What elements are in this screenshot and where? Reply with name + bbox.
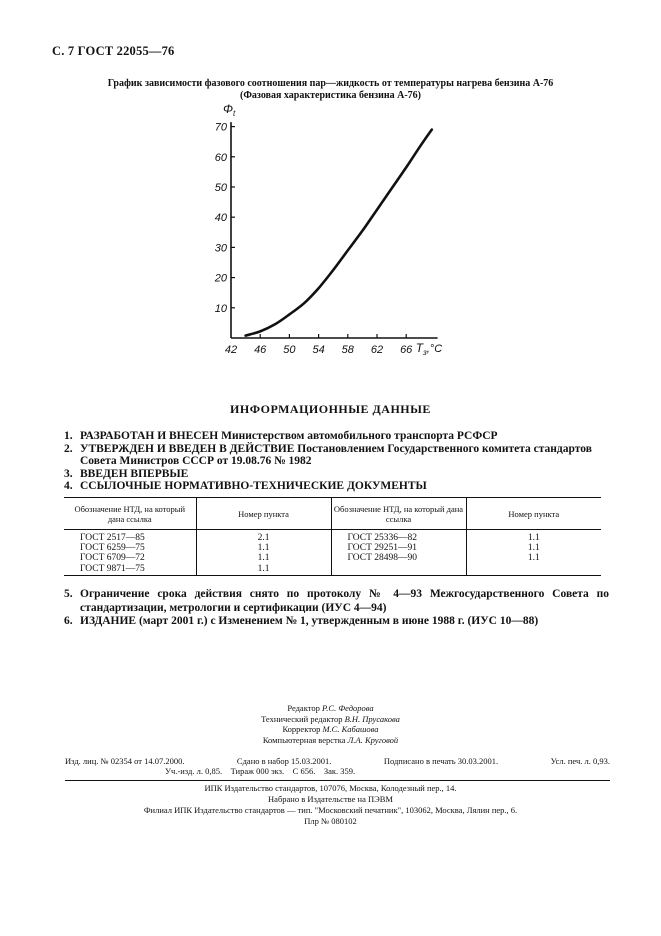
point-ref: 1.1 <box>527 553 540 564</box>
y-tick-label: 10 <box>214 302 227 315</box>
item-text: РАЗРАБОТАН И ВНЕСЕН Министерством автомобильного транспорта РСФСР <box>80 430 498 442</box>
signed-for-print: Подписано в печать 30.03.2001. <box>383 756 499 766</box>
corrector-name: М.С. Кабашова <box>322 724 379 734</box>
chart-title-line1: График зависимости фазового соотношения пар—жидкость от температуры нагрева бензина А-76 <box>107 78 554 89</box>
item-text: ВВЕДЕН ВПЕРВЫЕ <box>80 467 189 480</box>
chart-title <box>0 78 661 102</box>
item-text: УТВЕРЖДЕН И ВВЕДЕН В ДЕЙСТВИЕ Постановлением Государственного комитета стандартов Совета Министров СССР от 19.08.76 № 1982 <box>80 442 592 467</box>
chart-title-line2: (Фазовая характеристика бензина А-76) <box>239 90 422 101</box>
item-text: ССЫЛОЧНЫЕ НОРМАТИВНО-ТЕХНИЧЕСКИЕ ДОКУМЕНТЫ <box>80 480 427 492</box>
tech-editor-label: Технический редактор <box>261 713 343 724</box>
tech-editor-line <box>0 714 661 725</box>
table-header-row <box>64 498 601 530</box>
col-header-point: Номер пункта <box>466 498 601 530</box>
x-label-base: T <box>415 341 424 355</box>
corrector-label: Корректор <box>282 724 321 734</box>
publishing-row-2 <box>65 766 610 776</box>
point-ref: 1.1 <box>257 543 270 554</box>
info-item <box>64 430 604 443</box>
col-header-point: Номер пункта <box>196 498 331 530</box>
doc-ref: ГОСТ 2517—85 <box>80 533 145 543</box>
doc-ref: ГОСТ 6259—75 <box>80 543 145 554</box>
x-tick-label: 42 <box>224 344 238 356</box>
point-ref: 2.1 <box>257 533 270 543</box>
c-code: С 656. <box>292 766 316 776</box>
point-ref: 1.1 <box>257 553 270 564</box>
tech-editor-name: В.Н. Прусакова <box>344 713 400 724</box>
layout-name: Л.А. Круговой <box>347 734 399 745</box>
doc-ref: ГОСТ 29251—91 <box>347 543 417 554</box>
license: Изд. лиц. № 02354 от 14.07.2000. <box>65 756 185 766</box>
x-tick-label: 46 <box>254 344 267 356</box>
printer-line: Филиал ИПК Издательство стандартов — тип. "Московский печатник", 103062, Москва, Лялин пер., 6. <box>143 805 518 815</box>
order-number: Зак. 359. <box>323 766 356 776</box>
printer-line: Плр № 080102 <box>304 816 357 826</box>
publishing-row-1 <box>65 756 610 766</box>
print-sheets: Усл. печ. л. 0,93. <box>550 756 610 766</box>
right-docs-cell <box>331 530 466 576</box>
chart-axes <box>231 122 438 338</box>
info-item <box>64 480 604 493</box>
x-axis-label <box>416 341 443 357</box>
item-number: 3. <box>64 467 73 480</box>
page-header: С. 7 ГОСТ 22055—76 <box>52 44 175 58</box>
print-run: Тираж 000 экз. <box>230 766 285 776</box>
colophon <box>0 703 661 745</box>
publishing-info <box>65 756 610 776</box>
series-group <box>246 130 432 336</box>
info-item <box>64 615 609 629</box>
y-tick-label: 30 <box>214 242 227 255</box>
item-number: 6. <box>64 615 73 627</box>
layout-line <box>0 735 661 746</box>
doc-ref: ГОСТ 6709—72 <box>80 553 145 564</box>
x-label-unit: ,°C <box>426 343 443 355</box>
col-header-doc: Обозначение НТД, на который дана ссылка <box>64 498 196 530</box>
x-tick-label: 66 <box>400 344 413 356</box>
x-tick-label: 58 <box>341 344 354 356</box>
series-line <box>246 130 432 336</box>
y-tick-label: 70 <box>214 121 227 134</box>
left-docs-cell <box>64 530 196 576</box>
editor-line <box>0 703 661 714</box>
y-tick-labels <box>214 122 235 315</box>
printer-info <box>0 783 661 827</box>
phase-chart <box>200 102 460 357</box>
info-item <box>64 468 604 481</box>
info-items-continued <box>64 588 609 629</box>
y-tick-label: 20 <box>214 272 227 285</box>
point-ref: 1.1 <box>527 543 540 554</box>
item-number: 5. <box>64 588 73 600</box>
y-label-base: Φ <box>223 102 234 117</box>
editor-name: Р.С. Федорова <box>321 703 374 713</box>
table-body-row <box>64 530 601 576</box>
printer-line: ИПК Издательство стандартов, 107076, Москва, Колодезный пер., 14. <box>204 783 457 793</box>
pub-sheets: Уч.-изд. л. 0,85. <box>165 766 223 776</box>
doc-ref: ГОСТ 9871—75 <box>80 563 145 574</box>
info-item <box>64 588 609 615</box>
x-tick-label: 54 <box>312 344 325 356</box>
col-header-doc: Обозначение НТД, на который дана ссылка <box>331 498 466 530</box>
item-number: 1. <box>64 430 73 442</box>
y-axis-label <box>223 102 236 118</box>
doc-ref: ГОСТ 28498—90 <box>347 553 417 564</box>
item-text: Ограничение срока действия снято по протоколу № 4—93 Межгосударственного Совета по стандартизации, метрологии и сертификации (ИУС 4—94) <box>80 588 609 614</box>
y-label-sub: t <box>233 109 236 119</box>
x-tick-label: 62 <box>370 344 384 356</box>
references-table <box>64 497 601 576</box>
x-label-sub: з <box>423 348 427 357</box>
right-points-cell <box>466 530 601 576</box>
item-text: ИЗДАНИЕ (март 2001 г.) с Изменением № 1, утвержденным в июне 1988 г. (ИУС 10—88) <box>80 615 539 627</box>
divider <box>65 780 610 781</box>
layout-label: Компьютерная верстка <box>262 734 346 745</box>
point-ref: 1.1 <box>257 563 270 574</box>
y-tick-label: 50 <box>214 182 227 194</box>
sent-to-typeset: Сдано в набор 15.03.2001. <box>236 756 332 766</box>
item-number: 4. <box>64 480 73 492</box>
doc-ref: ГОСТ 25336—82 <box>347 533 417 543</box>
item-number: 2. <box>64 442 73 455</box>
info-items <box>64 430 604 493</box>
point-ref: 1.1 <box>527 533 540 543</box>
printer-line: Набрано в Издательстве на ПЭВМ <box>268 794 393 804</box>
x-tick-label: 50 <box>283 344 296 356</box>
corrector-line <box>0 724 661 735</box>
y-tick-label: 40 <box>214 212 227 225</box>
y-tick-label: 60 <box>214 151 227 164</box>
editor-label: Редактор <box>287 703 320 713</box>
info-heading: ИНФОРМАЦИОННЫЕ ДАННЫЕ <box>230 402 431 416</box>
info-item <box>64 443 604 468</box>
left-points-cell <box>196 530 331 576</box>
